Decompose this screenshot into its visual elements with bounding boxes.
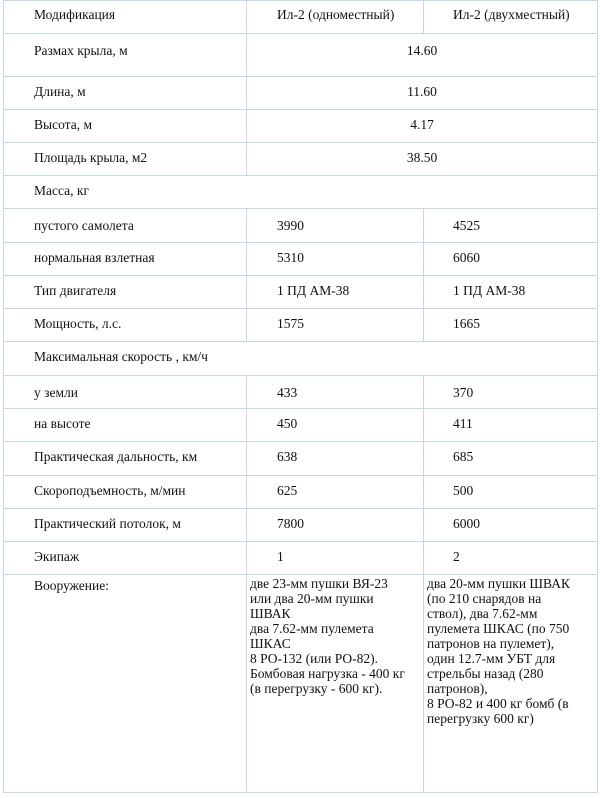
row-label: Высота, м xyxy=(4,110,247,143)
table-row xyxy=(4,442,598,476)
double-value: 4525 xyxy=(424,209,598,243)
table-row xyxy=(4,143,598,176)
table-row xyxy=(4,542,598,575)
row-label: Экипаж xyxy=(4,542,247,575)
table-row xyxy=(4,409,598,442)
double-value: 2 xyxy=(424,542,598,575)
single-value: 638 xyxy=(247,442,424,476)
row-label: Мощность, л.с. xyxy=(4,309,247,342)
armament-line: 8 РО-82 и 400 кг бомб (в xyxy=(427,696,569,711)
section-title: Максимальная скорость , км/ч xyxy=(4,342,598,376)
armament-line: один 12.7-мм УБТ для xyxy=(427,651,556,666)
single-value: 450 xyxy=(247,409,424,442)
double-value: 370 xyxy=(424,376,598,409)
single-value: 1 xyxy=(247,542,424,575)
armament-line: два 20-мм пушки ШВАК xyxy=(427,576,570,591)
armament-line: 8 РО-132 (или РО-82). xyxy=(250,651,379,666)
table-row xyxy=(4,110,598,143)
row-label: Площадь крыла, м2 xyxy=(4,143,247,176)
single-value: 7800 xyxy=(247,509,424,542)
armament-line: ШКАС xyxy=(250,636,291,651)
specs-table xyxy=(3,0,598,793)
row-label: на высоте xyxy=(4,409,247,442)
single-value: 433 xyxy=(247,376,424,409)
row-label: Тип двигателя xyxy=(4,276,247,309)
armament-row xyxy=(4,575,598,793)
double-value: 1665 xyxy=(424,309,598,342)
row-label: Практическая дальность, км xyxy=(4,442,247,476)
table-row xyxy=(4,309,598,342)
section-title: Масса, кг xyxy=(4,176,598,209)
armament-line: два 7.62-мм пулемета xyxy=(250,621,374,636)
row-label: Длина, м xyxy=(4,77,247,110)
single-value: 3990 xyxy=(247,209,424,243)
table-row xyxy=(4,77,598,110)
armament-double xyxy=(424,575,598,793)
armament-line: стрельбы назад (280 xyxy=(427,666,544,681)
armament-line: две 23-мм пушки ВЯ-23 xyxy=(250,576,388,591)
single-value: 625 xyxy=(247,476,424,509)
table-row xyxy=(4,243,598,276)
armament-line: перегрузку 600 кг) xyxy=(427,711,534,726)
armament-line: (в перегрузку - 600 кг). xyxy=(250,681,383,696)
row-value: 14.60 xyxy=(247,34,598,77)
armament-line: (по 210 снарядов на xyxy=(427,591,542,606)
row-value: 11.60 xyxy=(247,77,598,110)
row-label: Размах крыла, м xyxy=(4,34,247,77)
double-value: 685 xyxy=(424,442,598,476)
armament-line: ствол), два 7.62-мм xyxy=(427,606,538,621)
single-value: 1575 xyxy=(247,309,424,342)
double-value: 6000 xyxy=(424,509,598,542)
double-value: 500 xyxy=(424,476,598,509)
single-value: 5310 xyxy=(247,243,424,276)
header-single-seat: Ил-2 (одноместный) xyxy=(247,1,424,34)
table-row xyxy=(4,276,598,309)
armament-single xyxy=(247,575,424,793)
header-row xyxy=(4,1,598,34)
double-value: 1 ПД АМ-38 xyxy=(424,276,598,309)
table-row xyxy=(4,509,598,542)
table-row xyxy=(4,209,598,243)
row-label: Практический потолок, м xyxy=(4,509,247,542)
single-value: 1 ПД АМ-38 xyxy=(247,276,424,309)
row-value: 38.50 xyxy=(247,143,598,176)
header-two-seat: Ил-2 (двухместный) xyxy=(424,1,598,34)
armament-line: пулемета ШКАС (по 750 xyxy=(427,621,570,636)
row-value: 4.17 xyxy=(247,110,598,143)
row-label: пустого самолета xyxy=(4,209,247,243)
armament-line: Бомбовая нагрузка - 400 кг xyxy=(250,666,405,681)
table-row xyxy=(4,376,598,409)
section-row-speed xyxy=(4,342,598,376)
row-label: нормальная взлетная xyxy=(4,243,247,276)
row-label: Скороподъемность, м/мин xyxy=(4,476,247,509)
armament-line: патронов на пулемет), xyxy=(427,636,555,651)
section-row-mass xyxy=(4,176,598,209)
header-modification: Модификация xyxy=(4,1,247,34)
armament-line: патронов), xyxy=(427,681,488,696)
double-value: 411 xyxy=(424,409,598,442)
double-value: 6060 xyxy=(424,243,598,276)
armament-line: или два 20-мм пушки xyxy=(250,591,374,606)
table-row xyxy=(4,34,598,77)
row-label: у земли xyxy=(4,376,247,409)
table-row xyxy=(4,476,598,509)
armament-line: ШВАК xyxy=(250,606,291,621)
armament-label: Вооружение: xyxy=(4,575,247,793)
